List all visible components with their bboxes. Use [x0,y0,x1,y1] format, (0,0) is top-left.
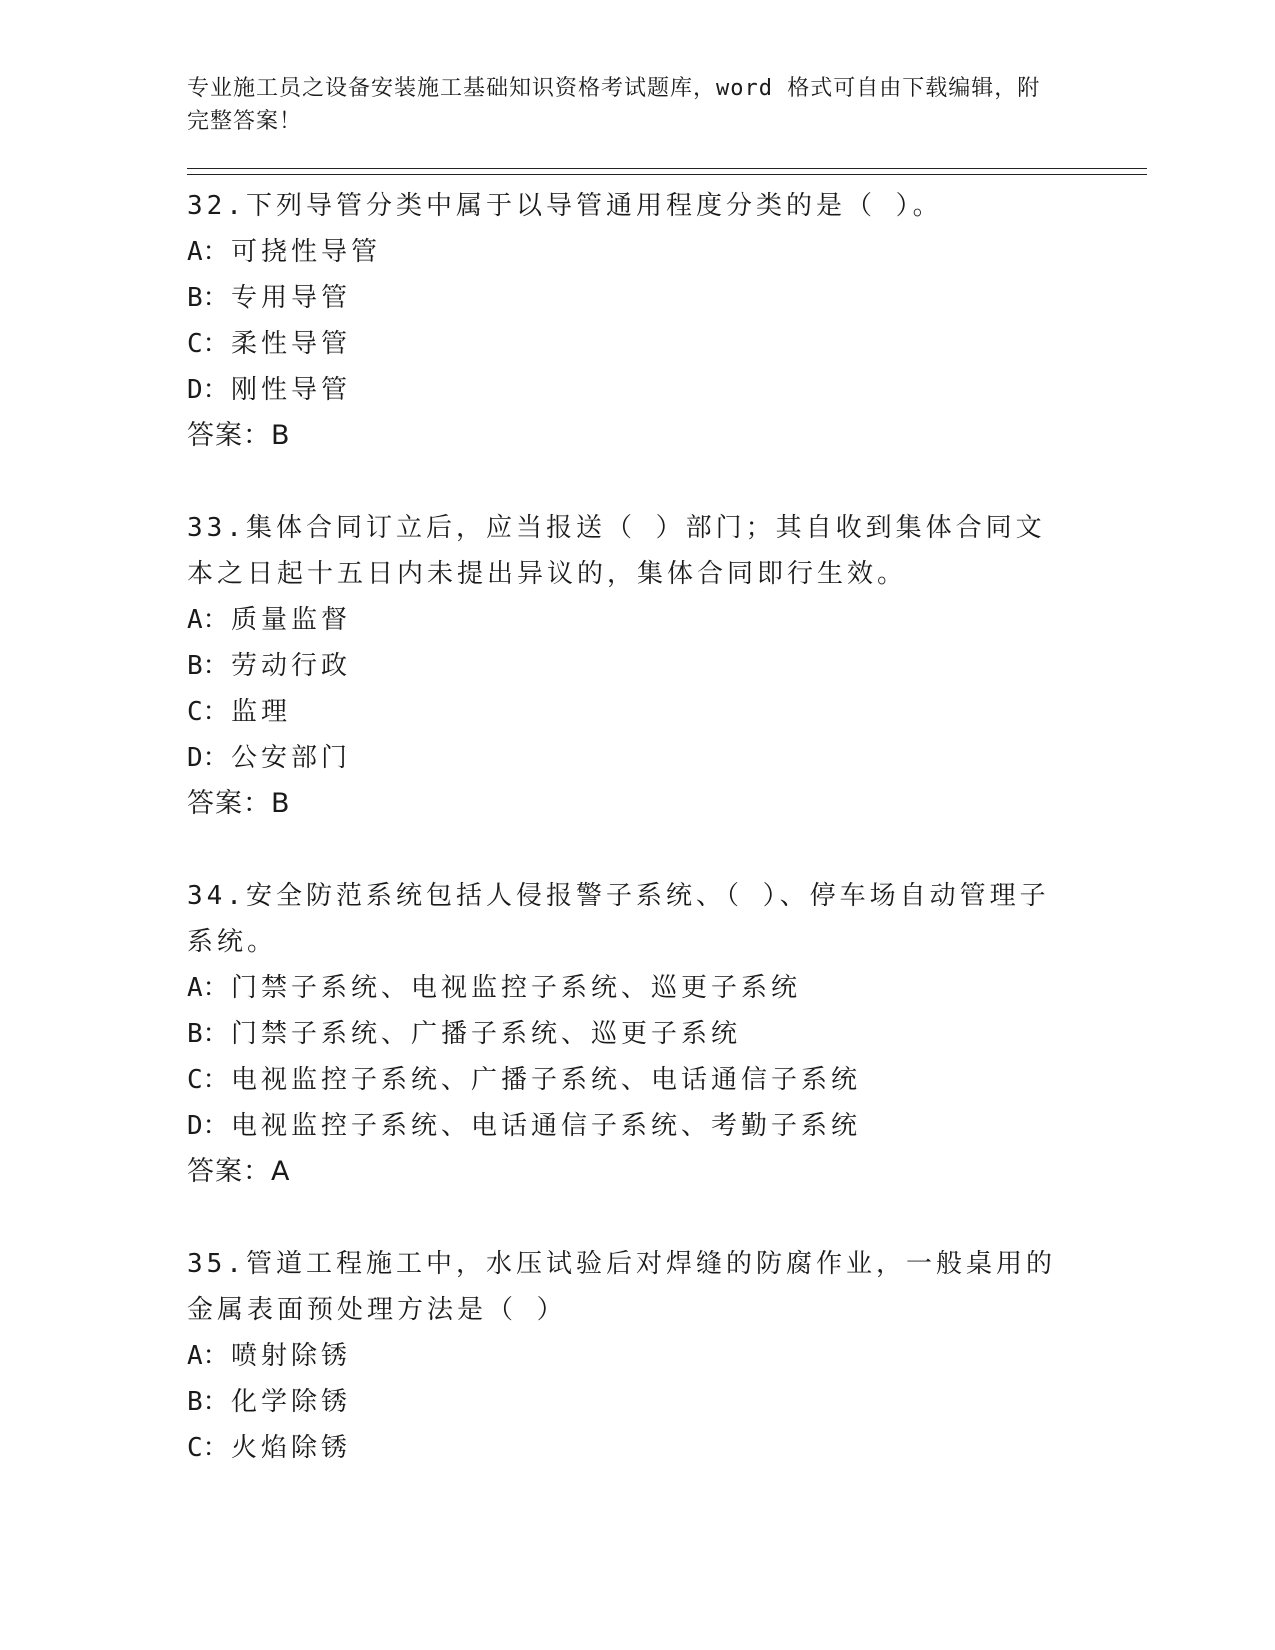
option-letter: A： [187,605,229,635]
question-33 [187,505,1147,827]
option-letter: A： [187,973,229,1003]
option-letter: D： [187,1111,229,1141]
option-c [187,1425,1147,1471]
question-stem: 35.管道工程施工中，水压试验后对焊缝的防腐作业，一般桌用的金属表面预处理方法是（ ） [187,1249,1056,1325]
option-text: 电视监控子系统、电话通信子系统、考勤子系统 [231,1111,862,1141]
option-letter: D： [187,743,229,773]
option-b [187,643,1147,689]
option-text: 公安部门 [231,743,352,773]
option-c [187,321,1147,367]
option-text: 质量监督 [231,605,352,635]
option-letter: B： [187,283,229,313]
option-letter: B： [187,1387,229,1417]
option-a [187,1333,1147,1379]
option-letter: A： [187,237,229,267]
option-text: 劳动行政 [231,651,352,681]
option-text: 专用导管 [231,283,352,313]
option-text: 可挠性导管 [231,237,382,267]
option-letter: D： [187,375,229,405]
question-35 [187,1241,1147,1471]
header-double-rule [187,168,1147,175]
option-text: 监理 [231,697,292,727]
option-text: 门禁子系统、电视监控子系统、巡更子系统 [231,973,802,1003]
option-b [187,1379,1147,1425]
option-d [187,367,1147,413]
document-header: 专业施工员之设备安装施工基础知识资格考试题库，word 格式可自由下载编辑，附完整答案！ [187,76,1041,134]
question-stem: 32.下列导管分类中属于以导管通用程度分类的是（ ）。 [187,191,943,221]
option-c [187,1057,1147,1103]
option-a [187,597,1147,643]
answer-line: 答案：B [187,420,291,451]
option-a [187,229,1147,275]
option-d [187,1103,1147,1149]
option-text: 刚性导管 [231,375,352,405]
question-32 [187,183,1147,459]
option-letter: C： [187,697,229,727]
question-stem: 34.安全防范系统包括人侵报警子系统、（ ）、停车场自动管理子系统。 [187,881,1050,957]
option-letter: C： [187,329,229,359]
option-text: 火焰除锈 [231,1433,352,1463]
option-letter: C： [187,1065,229,1095]
option-text: 电视监控子系统、广播子系统、电话通信子系统 [231,1065,862,1095]
option-letter: C： [187,1433,229,1463]
option-c [187,689,1147,735]
question-spacer [187,1195,1147,1241]
option-text: 喷射除锈 [231,1341,352,1371]
option-d [187,735,1147,781]
document-page [187,72,1147,1471]
option-letter: B： [187,1019,229,1049]
answer-line: 答案：B [187,788,291,819]
question-stem: 33.集体合同订立后，应当报送（ ）部门；其自收到集体合同文本之日起十五日内未提出异议的，集体合同即行生效。 [187,513,1046,589]
question-34 [187,873,1147,1195]
option-a [187,965,1147,1011]
answer-line: 答案：A [187,1156,291,1187]
option-text: 柔性导管 [231,329,352,359]
option-b [187,275,1147,321]
option-text: 化学除锈 [231,1387,352,1417]
question-spacer [187,459,1147,505]
option-letter: B： [187,651,229,681]
option-letter: A： [187,1341,229,1371]
option-b [187,1011,1147,1057]
option-text: 门禁子系统、广播子系统、巡更子系统 [231,1019,742,1049]
question-spacer [187,827,1147,873]
